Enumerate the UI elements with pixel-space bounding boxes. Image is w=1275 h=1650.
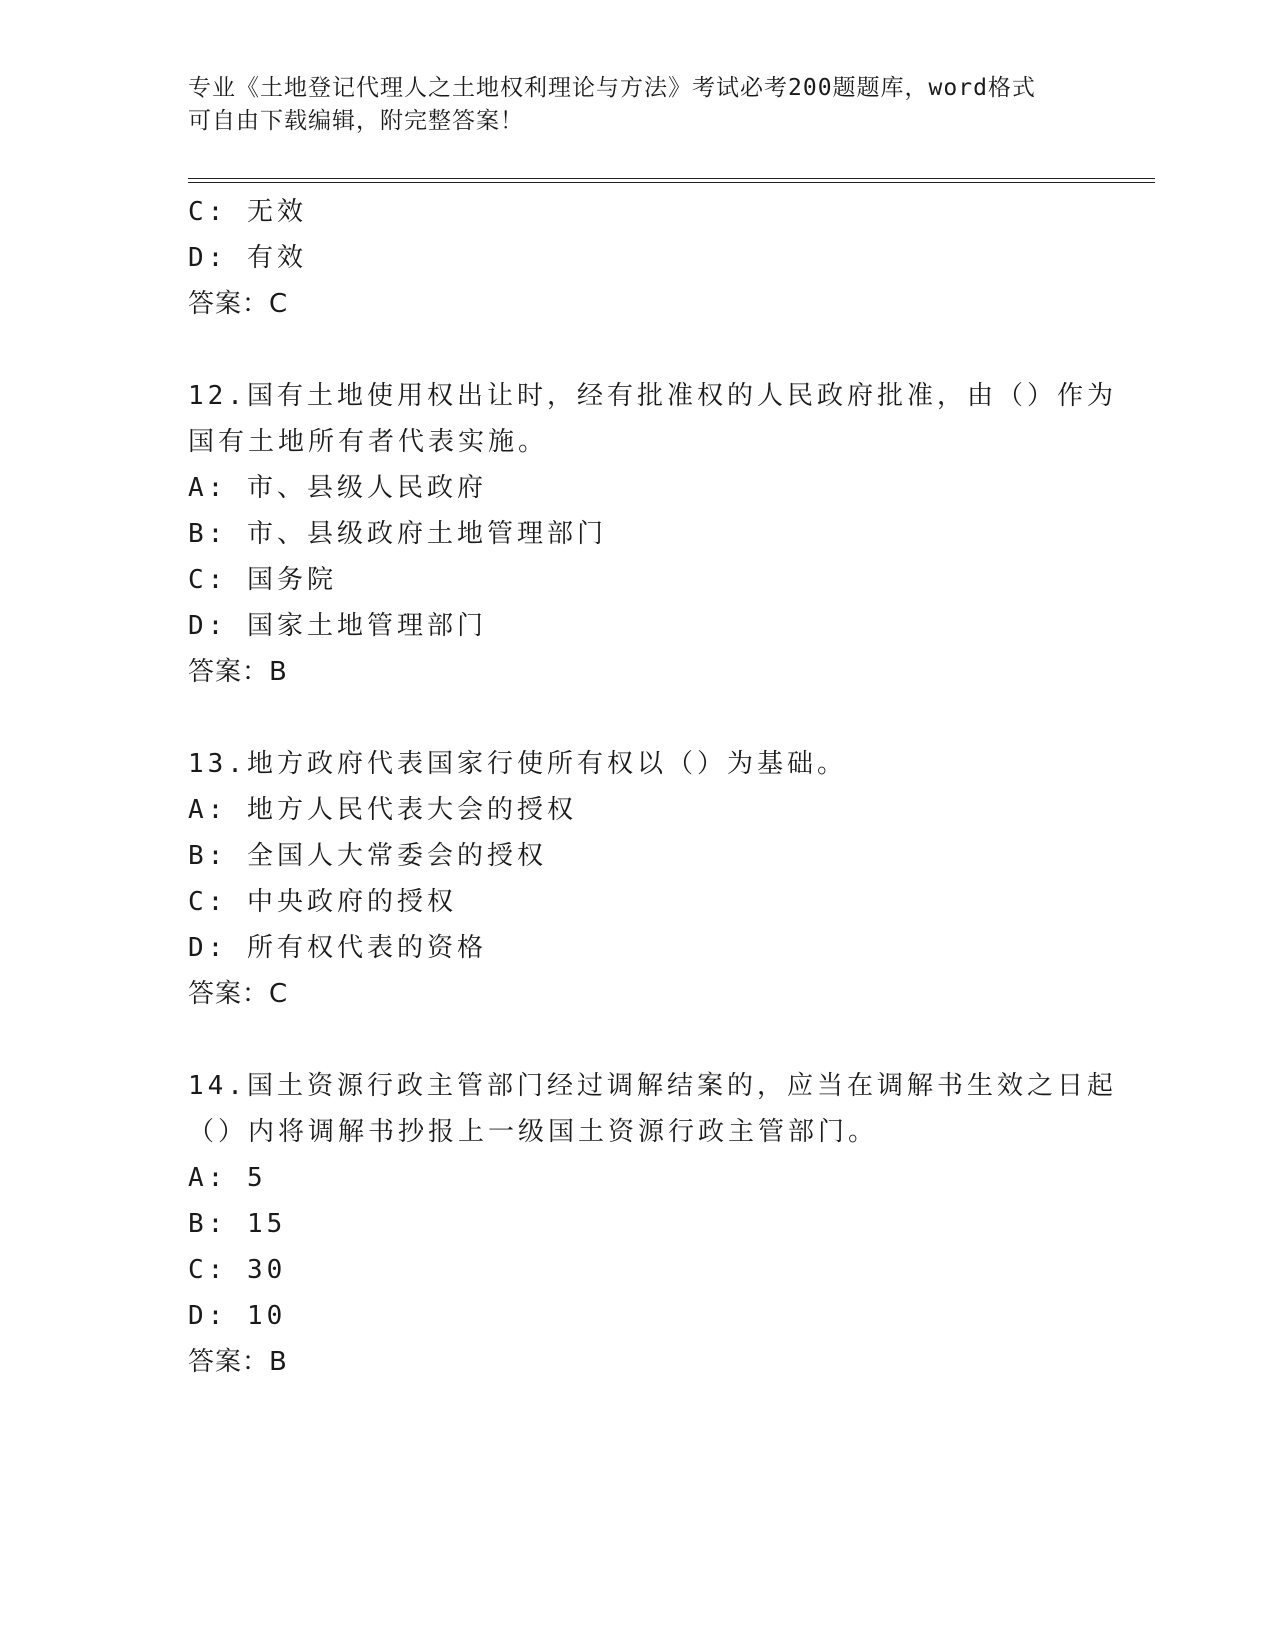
header-line-2: 可自由下载编辑，附完整答案！: [188, 108, 524, 134]
option-c: C: 无效: [188, 197, 307, 227]
question-stem-line: （）内将调解书抄报上一级国土资源行政主管部门。: [188, 1117, 879, 1147]
page-header: [188, 72, 1088, 138]
option-a: A: 地方人民代表大会的授权: [188, 795, 577, 825]
question-stem-line: 12.国有土地使用权出让时，经有批准权的人民政府批准，由（）作为: [188, 381, 1117, 411]
option-d: D: 国家土地管理部门: [188, 611, 487, 641]
option-d: D: 所有权代表的资格: [188, 933, 487, 963]
question-list: [188, 189, 1117, 1385]
header-divider: [188, 178, 1155, 183]
header-line-1: 专业《土地登记代理人之土地权利理论与方法》考试必考200题题库，word格式: [188, 75, 1036, 101]
question-stem-line: 国有土地所有者代表实施。: [188, 427, 549, 457]
answer-line: 答案：C: [188, 289, 289, 319]
question-spacer: [188, 1017, 1088, 1063]
question-spacer: [188, 327, 1088, 373]
option-c: C: 中央政府的授权: [188, 887, 457, 917]
question-spacer: [188, 695, 1088, 741]
question-11-tail: [188, 189, 1088, 327]
option-c: C: 国务院: [188, 565, 337, 595]
option-a: A: 5: [188, 1163, 267, 1193]
option-a: A: 市、县级人民政府: [188, 473, 487, 503]
question-14: [188, 1063, 1117, 1385]
option-c: C: 30: [188, 1255, 287, 1285]
option-b: B: 全国人大常委会的授权: [188, 841, 547, 871]
option-b: B: 市、县级政府土地管理部门: [188, 519, 607, 549]
option-d: D: 有效: [188, 243, 307, 273]
answer-line: 答案：B: [188, 1347, 288, 1377]
question-12: [188, 373, 1117, 695]
option-d: D: 10: [188, 1301, 287, 1331]
answer-line: 答案：B: [188, 657, 288, 687]
question-13: [188, 741, 1088, 1017]
question-stem-line: 14.国土资源行政主管部门经过调解结案的，应当在调解书生效之日起: [188, 1071, 1117, 1101]
question-stem-line: 13.地方政府代表国家行使所有权以（）为基础。: [188, 749, 847, 779]
option-b: B: 15: [188, 1209, 287, 1239]
answer-line: 答案：C: [188, 979, 289, 1009]
